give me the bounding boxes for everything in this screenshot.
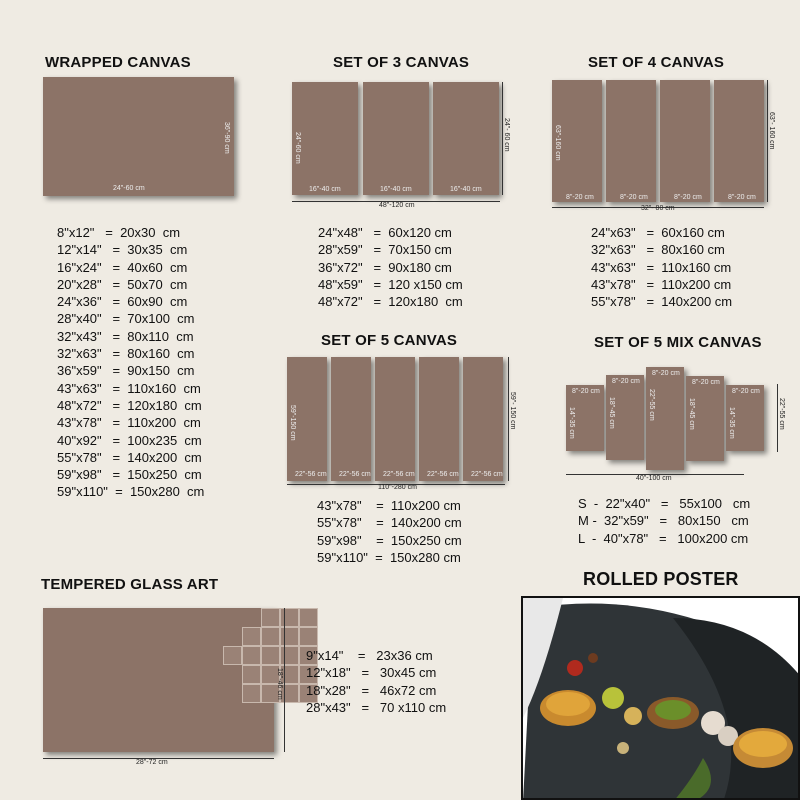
size-line: 28"x43" = 70 x110 cm	[306, 699, 447, 715]
glass-height-line	[284, 608, 285, 752]
mix5-panel-side-label: 22"-55 cm	[648, 389, 655, 421]
set3-panel-width-label: 16"-40 cm	[380, 186, 412, 193]
size-line: 55"x78" = 140x200 cm	[57, 449, 202, 465]
mix5-width-label: 40"-100 cm	[636, 475, 672, 482]
mix5-panel-side-label: 14"-35 cm	[568, 407, 575, 439]
wrapped-width-label: 24"-60 cm	[113, 185, 145, 192]
glass-grid-cell	[261, 646, 280, 665]
size-line: 28"x59" = 70x150 cm	[318, 242, 452, 258]
set4-panel	[552, 80, 602, 202]
set4-panel	[660, 80, 710, 202]
mix5-panel-side-label: 18"-45 cm	[608, 397, 615, 429]
size-line: 59"x110" = 150x280 cm	[57, 484, 205, 500]
mix5-panel-top-label: 8"-20 cm	[692, 379, 720, 386]
mix5-panel	[606, 375, 644, 460]
size-line: 43"x78" = 110x200 cm	[591, 276, 732, 292]
set5-panel	[419, 357, 459, 481]
set3-panel-width-label: 16"-40 cm	[450, 186, 482, 193]
glass-grid-cell	[280, 608, 299, 627]
size-line: 8"x12" = 20x30 cm	[57, 225, 181, 240]
size-line: 32"x43" = 80x110 cm	[57, 328, 194, 344]
set3-panel	[433, 82, 499, 195]
mix5-panel	[726, 385, 764, 451]
size-line: 24"x36" = 60x90 cm	[57, 294, 188, 310]
size-line: 59"x110" = 150x280 cm	[317, 549, 461, 565]
wrapped-height-label: 36"-90 cm	[223, 122, 230, 154]
size-line: 36"x72" = 90x180 cm	[318, 259, 452, 275]
glass-height-label: 18"-46 cm	[276, 668, 283, 700]
set4-title: SET OF 4 CANVAS	[588, 54, 725, 71]
size-line: 24"x63" = 60x160 cm	[591, 225, 725, 240]
set4-panel	[714, 80, 764, 202]
set5-panel	[375, 357, 415, 481]
mix5-panel-side-label: 14"-35 cm	[728, 407, 735, 439]
glass-grid-cell	[223, 646, 242, 665]
size-line: M - 32"x59" = 80x150 cm	[578, 513, 749, 529]
glass-preview	[43, 608, 274, 752]
set5-panel-width-label: 22"-56 cm	[339, 471, 371, 478]
size-line: 9"x14" = 23x36 cm	[306, 648, 433, 663]
set4-panel-height-label: 63"-160 cm	[554, 125, 561, 161]
set3-height-label: 24"- 60 cm	[503, 118, 510, 152]
mix5-size-list	[578, 495, 750, 547]
size-line: 12"x18" = 30x45 cm	[306, 665, 437, 681]
glass-grid-cell	[280, 646, 299, 665]
size-line: 55"x78" = 140x200 cm	[317, 515, 462, 531]
set3-panel	[363, 82, 429, 195]
set5-panel-width-label: 22"-56 cm	[383, 471, 415, 478]
set5-panel-width-label: 22"-56 cm	[427, 471, 459, 478]
size-line: 12"x14" = 30x35 cm	[57, 242, 188, 258]
set5-height-label: 59"- 150 cm	[509, 392, 516, 430]
size-line: 55"x78" = 140x200 cm	[591, 294, 733, 310]
size-line: 20"x28" = 50x70 cm	[57, 276, 188, 292]
size-line: L - 40"x78" = 100x200 cm	[578, 530, 749, 546]
size-line: 48"x72" = 120x180 cm	[57, 397, 202, 413]
mix5-panel-top-label: 8"-20 cm	[612, 378, 640, 385]
size-line: 24"x48" = 60x120 cm	[318, 225, 452, 240]
set3-panel	[292, 82, 358, 195]
size-line: 40"x92" = 100x235 cm	[57, 432, 202, 448]
mix5-panel-top-label: 8"-20 cm	[652, 370, 680, 377]
glass-grid-cell	[242, 646, 261, 665]
mix5-panel	[686, 376, 724, 461]
glass-reflection-grid	[223, 608, 318, 708]
glass-grid-cell	[242, 627, 261, 646]
glass-grid-cell	[280, 627, 299, 646]
size-line: 32"x63" = 80x160 cm	[57, 346, 195, 362]
size-line: 16"x24" = 40x60 cm	[57, 259, 188, 275]
size-line: 48"x72" = 120x180 cm	[318, 294, 463, 310]
size-line: 43"x78" = 110x200 cm	[317, 498, 461, 513]
set4-width-label: 32"- 80 cm	[641, 205, 675, 212]
mix5-panel-top-label: 8"-20 cm	[572, 388, 600, 395]
glass-grid-cell	[299, 608, 318, 627]
set5-panel	[331, 357, 371, 481]
size-line: 36"x59" = 90x150 cm	[57, 363, 195, 379]
size-line: 43"x63" = 110x160 cm	[57, 380, 201, 396]
wrapped-canvas-preview	[43, 77, 234, 196]
set4-size-list	[591, 224, 732, 310]
set4-height-label: 63"- 160 cm	[768, 112, 775, 150]
set5-panel	[287, 357, 327, 481]
rolled-poster-photo	[521, 596, 800, 800]
glass-width-label: 28"-72 cm	[136, 759, 168, 766]
size-line: S - 22"x40" = 55x100 cm	[578, 496, 751, 511]
glass-grid-cell	[299, 627, 318, 646]
spices-photo-illustration	[523, 598, 800, 800]
glass-grid-cell	[242, 684, 261, 703]
glass-title: TEMPERED GLASS ART	[41, 576, 219, 593]
set4-panel-width-label: 8"-20 cm	[674, 194, 702, 201]
glass-grid-cell	[242, 665, 261, 684]
wrapped-canvas-title: WRAPPED CANVAS	[45, 54, 191, 71]
set5-panel	[463, 357, 503, 481]
mix5-height-label: 22"-55 cm	[778, 398, 785, 430]
size-line: 48"x59" = 120 x150 cm	[318, 276, 463, 292]
wrapped-size-list	[57, 224, 204, 501]
size-line: 43"x63" = 110x160 cm	[591, 259, 732, 275]
set5-size-list	[317, 497, 462, 566]
set3-width-label: 48"-120 cm	[379, 202, 415, 209]
size-line: 43"x78" = 110x200 cm	[57, 415, 201, 431]
size-line: 59"x98" = 150x250 cm	[317, 532, 462, 548]
size-line: 32"x63" = 80x160 cm	[591, 242, 725, 258]
glass-grid-cell	[261, 608, 280, 627]
set4-panel-width-label: 8"-20 cm	[728, 194, 756, 201]
set5-panel-height-label: 59"-150 cm	[289, 405, 296, 441]
set4-panel-width-label: 8"-20 cm	[566, 194, 594, 201]
set3-panel-width-label: 16"-40 cm	[309, 186, 341, 193]
poster-title: ROLLED POSTER	[583, 569, 739, 589]
mix5-panel	[566, 385, 604, 451]
set5-title: SET OF 5 CANVAS	[321, 332, 458, 349]
size-line: 59"x98" = 150x250 cm	[57, 467, 202, 483]
size-line: 28"x40" = 70x100 cm	[57, 311, 195, 327]
mix5-panel-side-label: 18"-45 cm	[688, 398, 695, 430]
mix5-panel-top-label: 8"-20 cm	[732, 388, 760, 395]
set5-panel-width-label: 22"-56 cm	[471, 471, 503, 478]
set3-title: SET OF 3 CANVAS	[333, 54, 470, 71]
size-line: 18"x28" = 46x72 cm	[306, 682, 437, 698]
mix5-title: SET OF 5 MIX CANVAS	[594, 334, 762, 351]
set5-panel-width-label: 22"-56 cm	[295, 471, 327, 478]
glass-size-list	[306, 647, 446, 716]
set4-panel	[606, 80, 656, 202]
set3-panel-height-label: 24"-60 cm	[294, 132, 301, 164]
glass-grid-cell	[261, 627, 280, 646]
mix5-panel	[646, 367, 684, 470]
set3-size-list	[318, 224, 463, 310]
set4-panel-width-label: 8"-20 cm	[620, 194, 648, 201]
set5-width-label: 110"-280 cm	[378, 484, 417, 491]
